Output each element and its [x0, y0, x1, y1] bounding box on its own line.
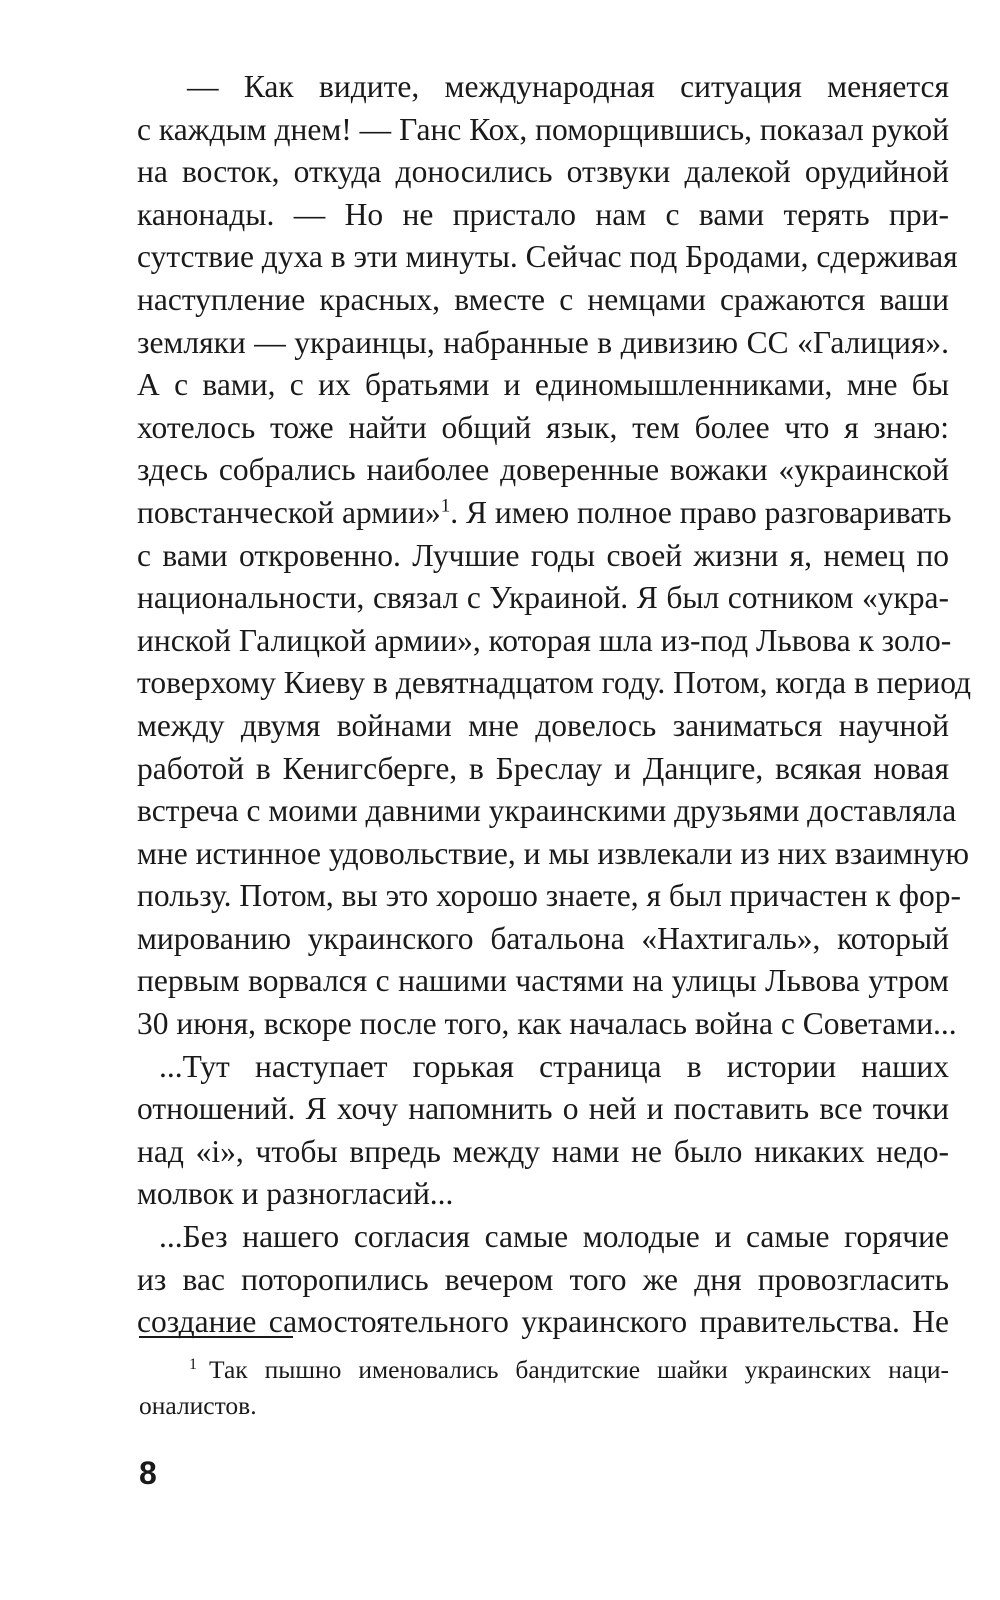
text-line: 30 июня, вскоре после того, как началась война с Советами...	[137, 1006, 957, 1042]
text-line: земляки — украинцы, набранные в дивизию СС «Галиция».	[137, 324, 949, 360]
footnote	[139, 1352, 949, 1424]
footnote-marker: 1	[189, 1355, 197, 1373]
footnote-line	[139, 1352, 949, 1388]
text-line: хотелось тоже найти общий язык, тем более что я знаю:	[137, 409, 949, 445]
text-line: молвок и разногласий...	[137, 1176, 454, 1212]
text-line: пользу. Потом, вы это хорошо знаете, я был причастен к фор-	[137, 878, 961, 914]
text-line: на восток, откуда доносились отзвуки далекой орудийной	[137, 154, 949, 190]
text-line-with-footnote-ref	[137, 492, 952, 535]
text-line: между двумя войнами мне довелось заниматься научной	[137, 707, 949, 743]
page-number: 8	[139, 1455, 157, 1491]
main-text	[137, 66, 972, 1344]
text-line: — Как видите, международная ситуация меняется	[187, 69, 949, 104]
text-line: мне истинное удовольствие, и мы извлекали из них взаимную	[137, 835, 970, 871]
footnote-line: оналистов.	[139, 1391, 257, 1420]
text-line: канонады. — Но не пристало нам с вами терять при-	[137, 196, 949, 232]
text-line: А с вами, с их братьями и единомышленниками, мне бы	[137, 367, 949, 403]
text-line: с каждым днем! — Ганс Кох, поморщившись, показал рукой	[137, 111, 949, 147]
text-line: над «і», чтобы впредь между нами не было никаких недо-	[137, 1133, 949, 1169]
text-line: мированию украинского батальона «Нахтигаль», который	[137, 920, 949, 956]
footnote-reference[interactable]: 1	[440, 495, 451, 517]
text-line: инской Галицкой армии», которая шла из-под Львова к золо-	[137, 622, 952, 658]
text-segment: повстанческой армии»	[137, 494, 441, 530]
text-line: наступление красных, вместе с немцами сражаются ваши	[137, 281, 949, 317]
text-line: ...Без нашего согласия самые молодые и самые горячие	[159, 1219, 949, 1255]
text-line: ...Тут наступает горькая страница в истории наших	[159, 1048, 949, 1084]
text-line: отношений. Я хочу напомнить о ней и поставить все точки	[137, 1091, 949, 1127]
text-segment: . Я имею полное право разговаривать	[450, 494, 952, 530]
text-line: из вас поторопились вечером того же дня провозгласить	[137, 1261, 949, 1297]
footnote-divider	[139, 1336, 293, 1338]
footnote-text: Так пышно именовались бандитские шайки украинских наци-	[209, 1355, 949, 1384]
text-line: работой в Кенигсберге, в Бреслау и Данциге, всякая новая	[137, 750, 949, 786]
text-line: создание самостоятельного украинского правительства. Не	[137, 1304, 949, 1340]
text-line: национальности, связал с Украиной. Я был сотником «укра-	[137, 580, 949, 616]
text-line: встреча с моими давними украинскими друзьями доставляла	[137, 793, 957, 829]
text-line: первым ворвался с нашими частями на улицы Львова утром	[137, 963, 949, 999]
text-line: товерхому Киеву в девятнадцатом году. Потом, когда в период	[137, 665, 972, 701]
text-line: с вами откровенно. Лучшие годы своей жизни я, немец по	[137, 537, 949, 573]
text-line: сутствие духа в эти минуты. Сейчас под Бродами, сдерживая	[137, 239, 958, 275]
text-line: здесь собрались наиболее доверенные вожаки «украинской	[137, 452, 949, 488]
